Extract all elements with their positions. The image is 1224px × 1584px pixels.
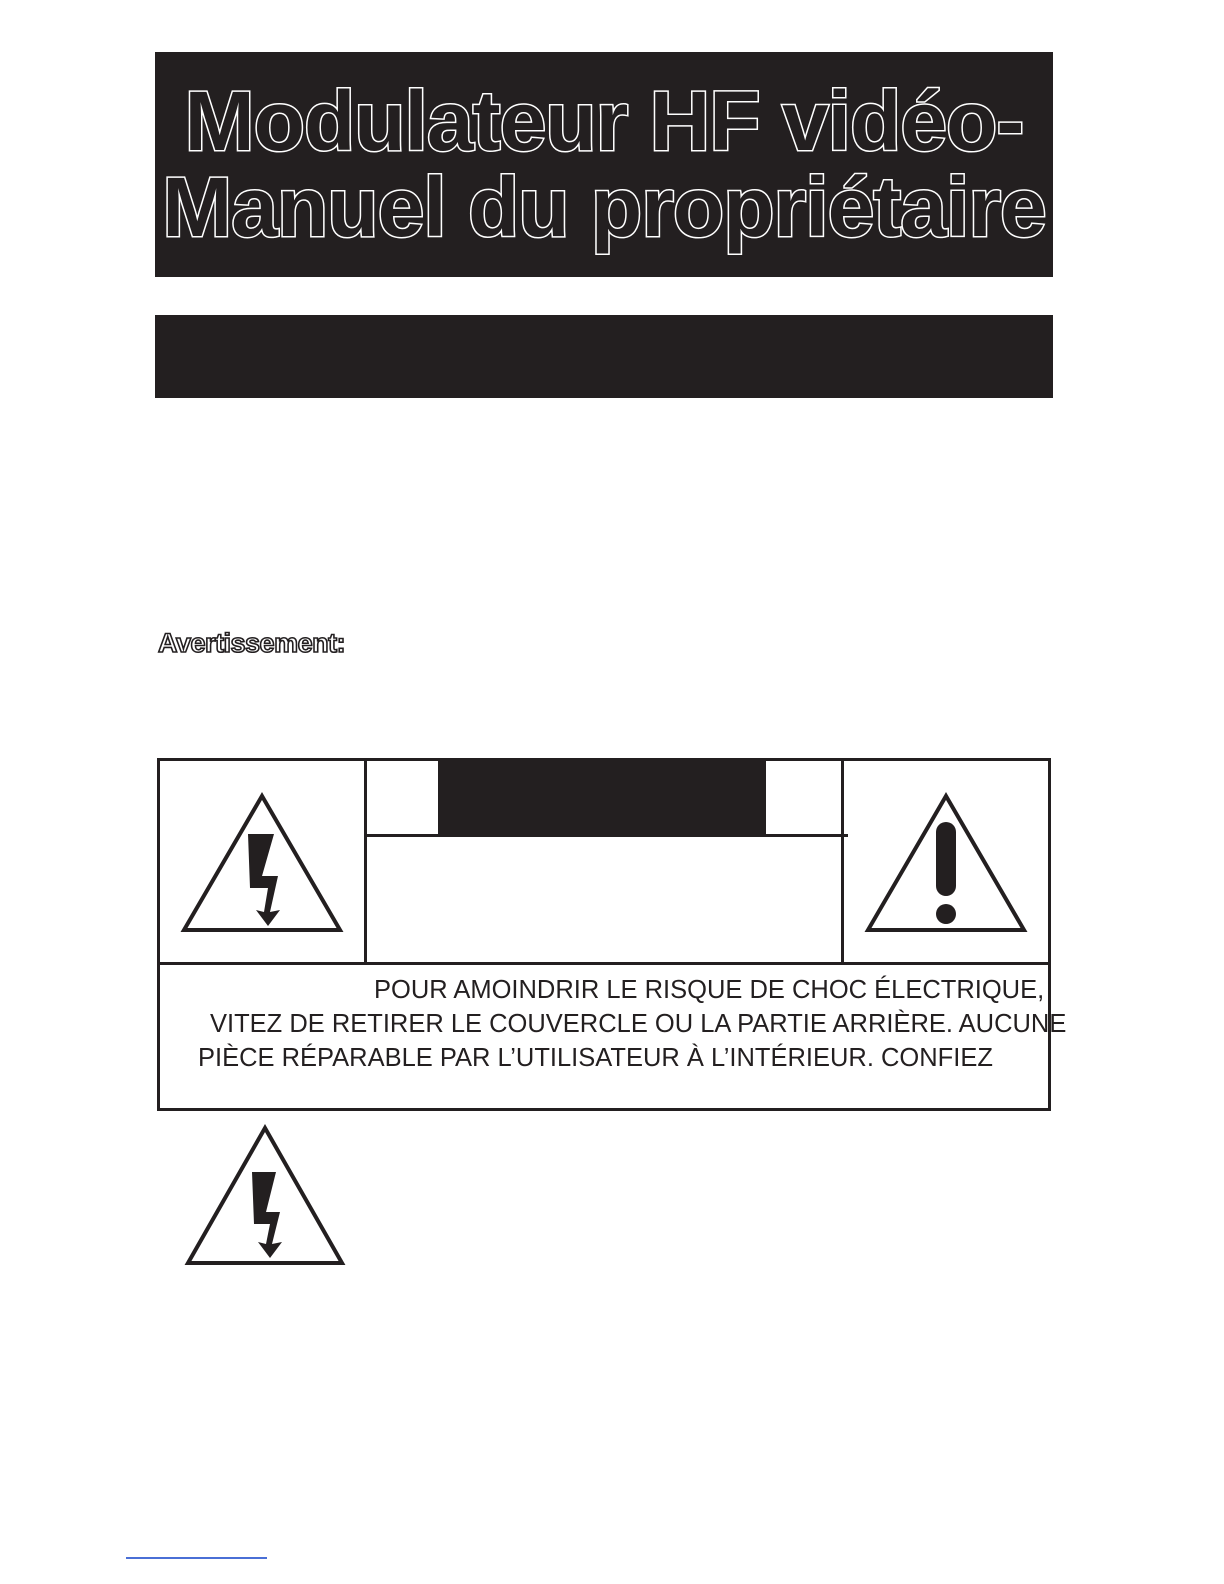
caution-label-bar <box>438 761 766 837</box>
warning-heading: Avertissement: <box>158 628 346 658</box>
title-line-2: Manuel du propriétaire <box>162 159 1046 254</box>
bottom-warning-icon-wrap <box>184 1124 346 1267</box>
caution-left-icon-cell <box>160 761 367 964</box>
title-line-1: Modulateur HF vidéo- <box>184 73 1024 168</box>
caution-text-line-2: VITEZ DE RETIRER LE COUVERCLE OU LA PARTIE ARRIÈRE. AUCUNE <box>210 1010 1067 1038</box>
title-banner <box>155 52 1053 277</box>
caution-right-icon-cell <box>841 761 1048 964</box>
caution-text-line-1: POUR AMOINDRIR LE RISQUE DE CHOC ÉLECTRIQUE, <box>374 976 1045 1004</box>
center-divider <box>364 834 848 837</box>
caution-text-line-3: PIÈCE RÉPARABLE PAR L’UTILISATEUR À L’INTÉRIEUR. CONFIEZ <box>198 1044 993 1072</box>
caution-center-cell <box>364 761 847 964</box>
caution-box <box>157 758 1067 1111</box>
electric-shock-warning-icon <box>184 1124 346 1267</box>
electric-shock-warning-icon <box>180 792 344 934</box>
footer-link-underline <box>126 1557 267 1559</box>
exclamation-warning-icon <box>864 792 1028 934</box>
subtitle-bar <box>155 315 1053 398</box>
caution-divider <box>160 962 1048 965</box>
